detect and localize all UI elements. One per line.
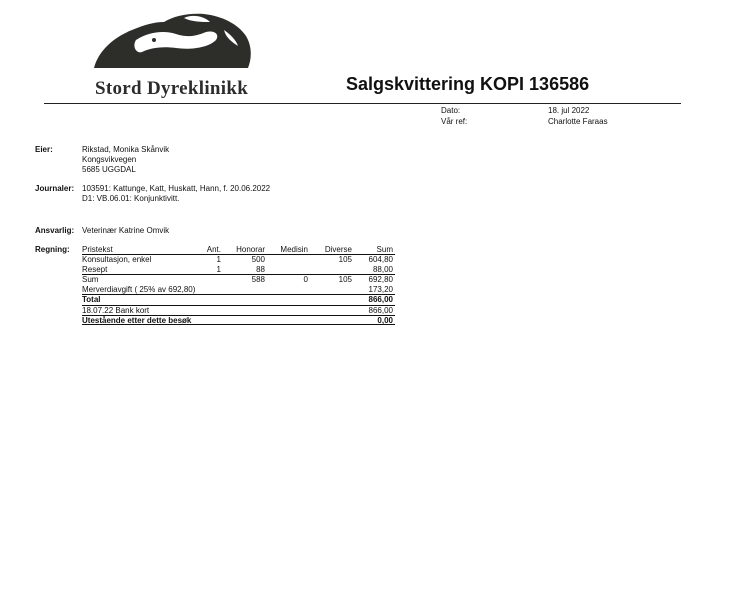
responsible-label: Ansvarlig: [35,226,75,235]
responsible-name: Veterinær Katrine Omvik [82,226,170,235]
vat-amount: 173,20 [368,285,393,294]
journal-label: Journaler: [35,184,75,193]
sum-diverse: 105 [338,275,352,284]
sum-total: 692,80 [368,275,393,284]
journal-details [82,184,270,204]
owner-name: Rikstad, Monika Skånvik [82,145,170,154]
payment-amount: 866,00 [368,306,393,315]
total-desc: Total [82,295,101,304]
reference-label: Vår ref: [441,117,468,126]
line-honorar: 88 [256,265,265,274]
vat-row [82,285,395,295]
receipt-meta [441,105,608,127]
outstanding-row [82,315,395,325]
line-honorar: 500 [251,255,265,264]
owner-details [82,145,169,175]
journal-line-2: D1: VB.06.01: Konjunktivitt. [82,194,180,203]
journal-line-1: 103591: Kattunge, Katt, Huskatt, Hann, f. 20.06.2022 [82,184,271,193]
invoice-line-row [82,255,395,265]
reference-value: Charlotte Faraas [548,117,608,126]
total-row [82,295,395,305]
clinic-name: Stord Dyreklinikk [95,78,249,99]
header-diverse: Diverse [324,245,352,254]
line-desc: Konsultasjon, enkel [82,255,152,264]
invoice-line-row [82,265,395,275]
invoice-label: Regning: [35,245,70,254]
line-sum: 604,80 [368,255,393,264]
payment-desc: 18.07.22 Bank kort [82,306,150,315]
owner-postal: 5685 UGGDAL [82,165,136,174]
header-honorar: Honorar [236,245,265,254]
line-diverse: 105 [338,255,352,264]
owner-street: Kongsvikvegen [82,155,137,164]
line-ant: 1 [216,255,221,264]
sum-desc: Sum [82,275,99,284]
sum-honorar: 588 [251,275,265,284]
vat-desc: Merverdiavgift ( 25% av 692,80) [82,285,196,294]
header-sum: Sum [376,245,393,254]
outstanding-desc: Utestående etter dette besøk [82,316,192,325]
receipt-title: Salgskvittering KOPI 136586 [346,74,590,94]
owner-label: Eier: [35,145,53,154]
outstanding-amount: 0,00 [377,316,393,325]
line-sum: 88,00 [372,265,393,274]
header-divider [44,103,681,104]
invoice-header-row [82,245,395,255]
header-desc: Pristekst [82,245,113,254]
header-medisin: Medisin [280,245,308,254]
sum-medisin: 0 [303,275,308,284]
total-amount: 866,00 [368,295,393,304]
date-row [441,105,608,116]
line-ant: 1 [216,265,221,274]
date-label: Dato: [441,106,461,115]
line-desc: Resept [82,265,108,274]
header-ant: Ant. [206,245,221,254]
date-value: 18. jul 2022 [548,106,590,115]
payment-row [82,305,395,315]
reference-row [441,116,608,127]
clinic-logo-cat-icon [92,10,252,72]
sum-row [82,275,395,285]
invoice-table [82,245,395,325]
